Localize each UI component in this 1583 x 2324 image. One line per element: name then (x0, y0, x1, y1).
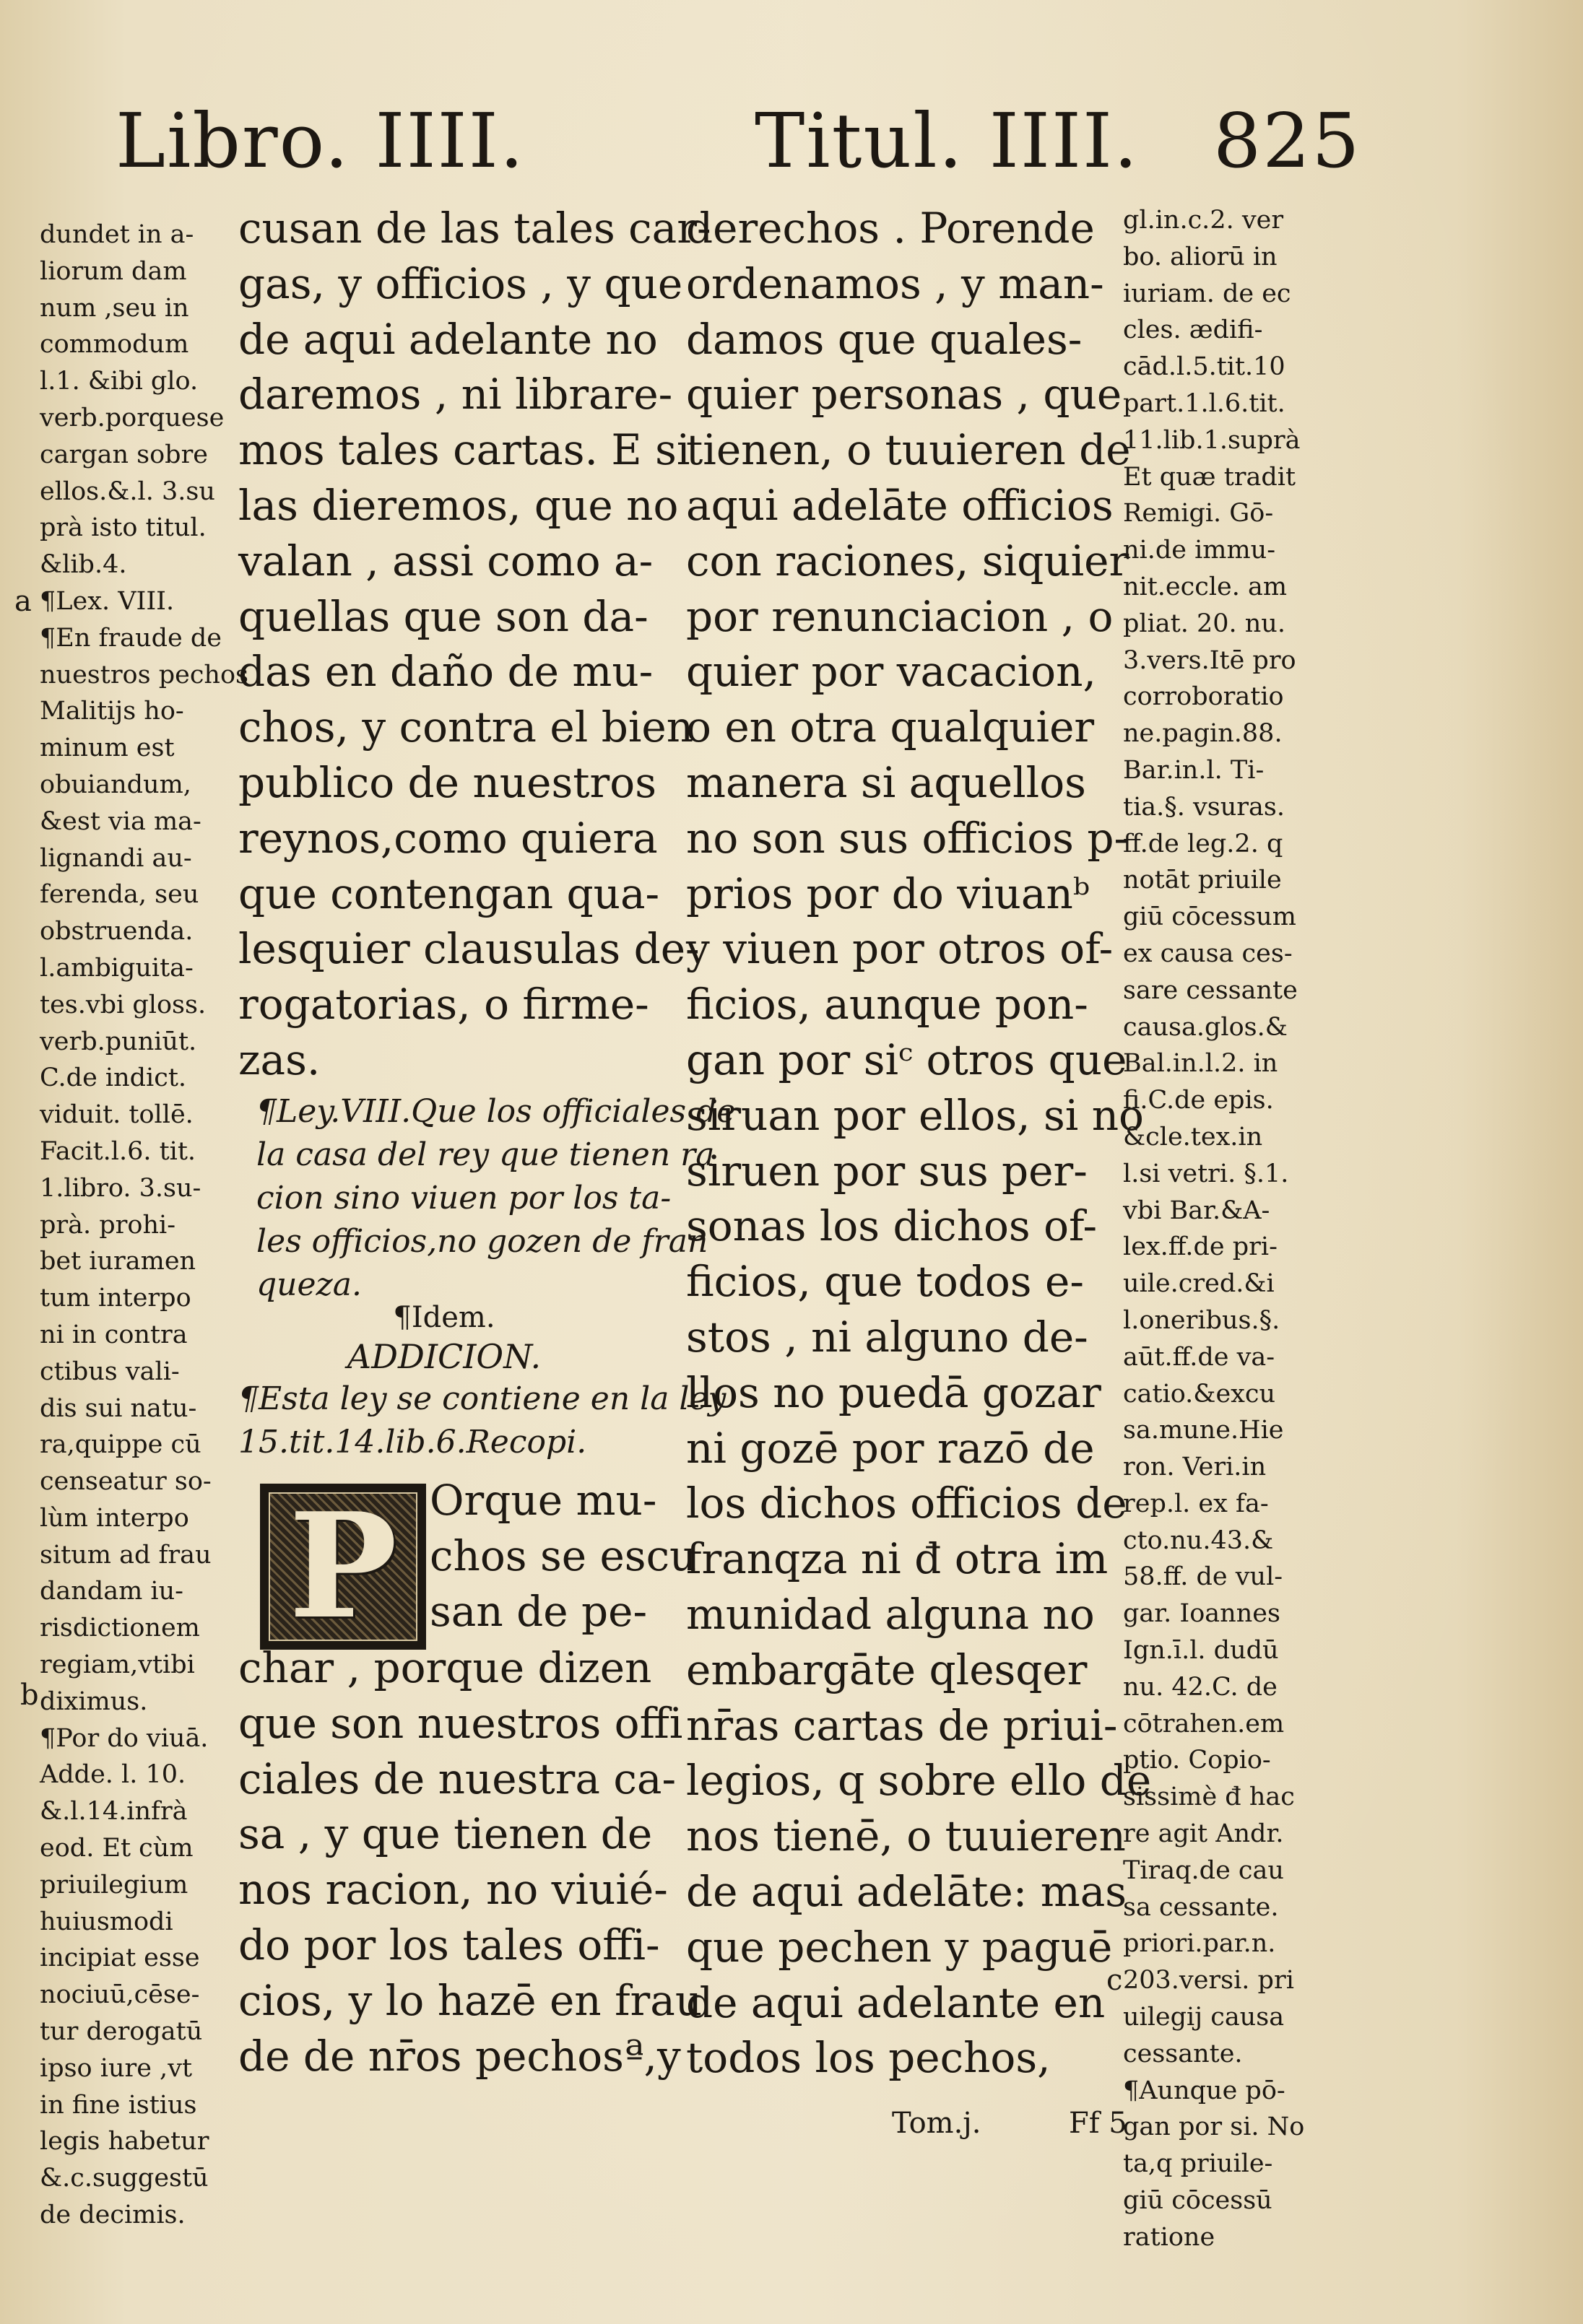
margin-note-line: prà isto titul. (40, 513, 207, 543)
rubric-line: la casa del rey que tienen ra (256, 1136, 715, 1173)
margin-note-line: num ,seu in (40, 293, 189, 323)
text-line: ni gozē por razō de (686, 1423, 1095, 1473)
margin-note-line: sa cessante. (1123, 1892, 1279, 1922)
margin-note-line: bo. aliorū in (1123, 242, 1278, 271)
rubric-line: les officios,no gozen de fran (256, 1223, 708, 1260)
margin-note-line: Et quæ tradit (1123, 462, 1296, 492)
text-line: tienen, o tuuieren de (686, 425, 1131, 475)
rubric-line: queza. (256, 1266, 362, 1303)
margin-note-line: Malitijs ho- (40, 697, 184, 726)
margin-note-line: part.1.l.6.tit. (1123, 388, 1285, 418)
margin-note-line: Adde. l. 10. (40, 1760, 186, 1790)
text-line: ficios, que todos e- (686, 1257, 1084, 1307)
text-line: que pechen y paguē (686, 1922, 1113, 1972)
text-line: todos los pechos, (686, 2033, 1051, 2083)
margin-note-line: priuilegium (40, 1870, 188, 1899)
margin-note-line: giū cōcessū (1123, 2186, 1272, 2216)
margin-note-line: uile.cred.&i (1123, 1269, 1275, 1299)
text-line: reynos,como quiera (238, 813, 658, 863)
text-line: daremos , ni librare- (238, 370, 673, 419)
margin-note-line: re agit Andr. (1123, 1819, 1284, 1849)
margin-note-line: gar. Ioannes (1123, 1599, 1280, 1629)
text-line: los dichos officios de (686, 1479, 1127, 1528)
text-line: valan , assi como a- (238, 536, 654, 586)
margin-note-line: aūt.ff.de va- (1123, 1342, 1275, 1372)
text-line: mos tales cartas. E si (238, 425, 690, 475)
margin-note-line: cles. ædifi- (1123, 315, 1263, 345)
margin-note-line: liorum dam (40, 256, 187, 286)
margin-note-line: l.si vetri. §.1. (1123, 1159, 1289, 1188)
margin-note-line: obstruenda. (40, 917, 194, 946)
text-line: cios, y lo hazē en frau (238, 1975, 703, 2025)
margin-note-line: 11.lib.1.suprà (1123, 425, 1301, 455)
margin-note-line: regiam,vtibi (40, 1650, 195, 1680)
text-line: nr̄as cartas de priui- (686, 1700, 1118, 1750)
text-line: gas, y officios , y que (238, 258, 683, 308)
text-line: de aqui adelāte: mas (686, 1866, 1127, 1916)
margin-note-line: bet iuramen (40, 1247, 196, 1276)
text-line: de de nr̄os pechosª,y (238, 2031, 681, 2081)
margin-note-line: dandam iu- (40, 1577, 183, 1606)
margin-note-line: catio.&excu (1123, 1379, 1276, 1409)
margin-note-line: nuestros pechos (40, 660, 249, 689)
text-line: cusan de las tales car- (238, 204, 711, 253)
margin-note-line: Tiraq.de cau (1123, 1855, 1284, 1885)
text-line: char , porque dizen (238, 1643, 652, 1692)
text-line: llos no puedā gozar (686, 1367, 1101, 1417)
margin-note-line: vbi Bar.&A- (1123, 1196, 1270, 1225)
margin-note-line: legis habetur (40, 2127, 209, 2157)
margin-note-line: causa.glos.& (1123, 1012, 1288, 1042)
margin-note-line: &.l.14.infrà (40, 1797, 188, 1827)
text-line: quier personas , que (686, 370, 1122, 419)
margin-note-line: tur derogatū (40, 2017, 203, 2047)
margin-note-line: huiusmodi (40, 1907, 173, 1936)
text-line: derechos . Porende (686, 204, 1095, 253)
running-head-book: Libro. IIII. (116, 97, 525, 185)
margin-note-line: lùm interpo (40, 1503, 189, 1533)
text-line: siruen por sus per- (686, 1146, 1088, 1196)
margin-note-line: nit.eccle. am (1123, 572, 1288, 601)
text-line: con raciones, siquier (686, 536, 1129, 586)
text-line: Orque mu- (430, 1476, 657, 1525)
margin-note-line: nu. 42.C. de (1123, 1672, 1278, 1702)
margin-note-line: ex causa ces- (1123, 939, 1293, 968)
text-line: por renunciacion , o (686, 591, 1114, 641)
addicion-line-2: 15.tit.14.lib.6.Recopi. (238, 1424, 587, 1461)
note-marker-a: a (14, 585, 32, 618)
text-line: de aqui adelante en (686, 1977, 1106, 2027)
margin-note-line: censeatur so- (40, 1467, 212, 1497)
text-line: embargāte qlesqer (686, 1645, 1088, 1694)
margin-note-line: commodum (40, 330, 189, 360)
margin-note-line: diximus. (40, 1687, 148, 1716)
text-line: chos, y contra el bien (238, 702, 694, 752)
margin-note-line: l.1. &ibi glo. (40, 367, 199, 396)
page-number: 825 (1213, 97, 1361, 185)
note-marker-c: c (1106, 1964, 1123, 1997)
footer-signature: Ff 5 (1069, 2107, 1127, 2140)
text-line: legios, q sobre ello de (686, 1756, 1152, 1806)
left-margin-notes (40, 217, 249, 2234)
note-marker-b: b (20, 1679, 39, 1712)
text-line: quier por vacacion, (686, 647, 1096, 697)
text-line: franqza ni đ otra im (686, 1534, 1109, 1584)
margin-note-line: sissimè đ hac (1123, 1783, 1295, 1812)
margin-note-line: iuriam. de ec (1123, 279, 1291, 308)
margin-note-line: verb.puniūt. (40, 1027, 197, 1056)
decorated-initial (260, 1481, 426, 1651)
margin-note-line: eod. Et cùm (40, 1834, 194, 1863)
margin-note-line: gl.in.c.2. ver (1123, 206, 1284, 235)
margin-note-line: sa.mune.Hie (1123, 1416, 1284, 1445)
main-column-right (686, 201, 1152, 2099)
text-line: stos , ni alguno de- (686, 1312, 1088, 1362)
text-line: san de pe- (430, 1586, 648, 1636)
margin-note-line: Bar.in.l. Ti- (1123, 755, 1265, 785)
text-line: que contengan qua- (238, 869, 660, 918)
rubric-line: cion sino viuen por los ta- (256, 1180, 672, 1217)
text-line: las dieremos, que no (238, 480, 679, 530)
margin-note-line: situm ad frau (40, 1540, 212, 1570)
text-line: nos racion, no viuié- (238, 1865, 668, 1915)
margin-note-line: giū cōcessum (1123, 902, 1296, 932)
idem-addicion-block (238, 1300, 727, 1464)
main-column-left-bottom (238, 1640, 703, 2088)
rubric-line: ¶Ley.VIII.Que los officiales de (256, 1093, 736, 1130)
margin-note-line: l.ambiguita- (40, 953, 194, 983)
margin-note-line: pliat. 20. nu. (1123, 609, 1285, 638)
margin-note-line: ta,q priuile- (1123, 2149, 1273, 2179)
margin-note-line: &.c.suggestū (40, 2164, 209, 2193)
margin-note-line: C.de indict. (40, 1063, 187, 1093)
margin-note-line: &est via ma- (40, 806, 201, 836)
margin-note-line: ne.pagin.88. (1123, 719, 1283, 749)
margin-note-line: cto.nu.43.& (1123, 1526, 1274, 1555)
text-line: no son sus officios p- (686, 813, 1129, 863)
text-line: publico de nuestros (238, 757, 656, 807)
right-margin-notes (1123, 202, 1311, 2252)
margin-note-line: ¶Por do viuā. (40, 1723, 209, 1753)
margin-note-line: risdictionem (40, 1614, 200, 1643)
margin-note-line: fi.C.de epis. (1123, 1086, 1274, 1115)
margin-note-line: in fine istius (40, 2090, 197, 2120)
margin-note-line: 203.versi. pri (1123, 1966, 1294, 1996)
text-line: aqui adelāte officios (686, 480, 1114, 530)
text-line: sa , y que tienen de (238, 1809, 653, 1859)
text-line: de aqui adelante no (238, 314, 658, 364)
running-head-title: Titul. IIII. (755, 97, 1140, 185)
law-rubric (256, 1090, 736, 1307)
margin-note-line: tia.§. vsuras. (1123, 792, 1285, 822)
margin-note-line: ni in contra (40, 1320, 188, 1349)
text-line: gan por siᶜ otros que (686, 1035, 1127, 1084)
text-line: ficios, aunque pon- (686, 980, 1088, 1030)
margin-note-line: dundet in a- (40, 220, 194, 249)
margin-note-line: ¶Aunque pō- (1123, 2076, 1285, 2105)
margin-note-line: &cle.tex.in (1123, 1122, 1263, 1152)
text-line: do por los tales offi- (238, 1920, 660, 1970)
text-line: quellas que son da- (238, 591, 649, 641)
text-line: ciales de nuestra ca- (238, 1754, 677, 1803)
margin-note-line: ff.de leg.2. q (1123, 829, 1283, 858)
margin-note-line: notāt priuile (1123, 866, 1282, 895)
margin-note-line: ni.de immu- (1123, 536, 1276, 565)
margin-note-line: ellos.&.l. 3.su (40, 476, 215, 506)
text-line: rogatorias, o firme- (238, 980, 649, 1030)
initial-letter: P (288, 1481, 398, 1651)
text-line: y viuen por otros of- (686, 924, 1114, 974)
margin-note-line: ferenda, seu (40, 880, 199, 910)
margin-note-line: 1.libro. 3.su- (40, 1173, 201, 1203)
text-beside-initial (430, 1473, 697, 1639)
margin-note-line: ¶En fraude de (40, 623, 222, 653)
margin-note-line: cessante. (1123, 2039, 1243, 2068)
footer-volume: Tom.j. (892, 2107, 981, 2140)
margin-note-line: Facit.l.6. tit. (40, 1136, 196, 1166)
margin-note-line: priori.par.n. (1123, 1929, 1276, 1959)
margin-note-line: lex.ff.de pri- (1123, 1232, 1278, 1262)
margin-note-line: incipiat esse (40, 1944, 200, 1973)
margin-note-line: tes.vbi gloss. (40, 990, 207, 1019)
margin-note-line: sare cessante (1123, 975, 1298, 1005)
margin-note-line: ron. Veri.in (1123, 1453, 1267, 1482)
text-line: lesquier clausulas de- (238, 924, 700, 974)
text-line: munidad alguna no (686, 1589, 1095, 1639)
margin-note-line: minum est (40, 734, 175, 763)
margin-note-line: prà. prohi- (40, 1210, 176, 1240)
text-line: zas. (238, 1035, 321, 1084)
margin-note-line: viduit. tollē. (40, 1100, 194, 1130)
margin-note-line: cargan sobre (40, 440, 209, 469)
margin-note-line: l.oneribus.§. (1123, 1305, 1280, 1335)
margin-note-line: ptio. Copio- (1123, 1746, 1271, 1775)
text-line: nos tienē, o tuuieren (686, 1811, 1126, 1861)
margin-note-line: ra,quippe cū (40, 1430, 201, 1460)
margin-note-line: uilegij causa (1123, 2003, 1285, 2032)
text-line: siruan por ellos, si no (686, 1090, 1144, 1140)
text-line: prios por do viuanᵇ (686, 869, 1090, 918)
margin-note-line: cōtrahen.em (1123, 1709, 1285, 1738)
margin-note-line: 58.ff. de vul- (1123, 1562, 1283, 1592)
margin-note-line: tum interpo (40, 1284, 191, 1313)
text-line: que son nuestros offi (238, 1698, 683, 1748)
margin-note-line: dis sui natu- (40, 1393, 197, 1423)
margin-note-line: verb.porquese (40, 403, 225, 432)
margin-note-line: lignandi au- (40, 843, 192, 873)
margin-note-line: de decimis. (40, 2201, 186, 2230)
margin-note-line: nociuū,cēse- (40, 1980, 200, 2010)
text-line: ordenamos , y man- (686, 258, 1104, 308)
margin-note-line: ¶Lex. VIII. (40, 586, 175, 616)
margin-note-line: obuiandum, (40, 770, 191, 799)
margin-note-line: &lib.4. (40, 550, 127, 580)
margin-note-line: Ign.ī.l. dudū (1123, 1636, 1279, 1666)
margin-note-line: cād.l.5.tit.10 (1123, 352, 1285, 382)
margin-note-line: rep.l. ex fa- (1123, 1489, 1269, 1518)
main-column-left-top (238, 201, 711, 1096)
text-line: manera si aquellos (686, 757, 1086, 807)
addicion-line-1: ¶Esta ley se contiene en la ley (238, 1380, 727, 1417)
margin-note-line: gan por si. No (1123, 2112, 1305, 2142)
text-line: chos se escu (430, 1531, 697, 1580)
margin-note-line: Remigi. Gō- (1123, 499, 1274, 528)
text-line: o en otra qualquier (686, 702, 1095, 752)
margin-note-line: ratione (1123, 2222, 1215, 2252)
margin-note-line: corroboratio (1123, 682, 1284, 712)
text-line: das en daño de mu- (238, 647, 654, 697)
margin-note-line: ipso iure ,vt (40, 2053, 193, 2083)
text-line: sonas los dichos of- (686, 1201, 1098, 1251)
addicion-heading: ADDICION. (347, 1337, 542, 1376)
margin-note-line: 3.vers.Itē pro (1123, 645, 1296, 675)
text-line: damos que quales- (686, 314, 1083, 364)
margin-note-line: Bal.in.l.2. in (1123, 1049, 1278, 1079)
margin-note-line: ctibus vali- (40, 1357, 180, 1386)
idem-label: ¶Idem. (393, 1301, 495, 1334)
